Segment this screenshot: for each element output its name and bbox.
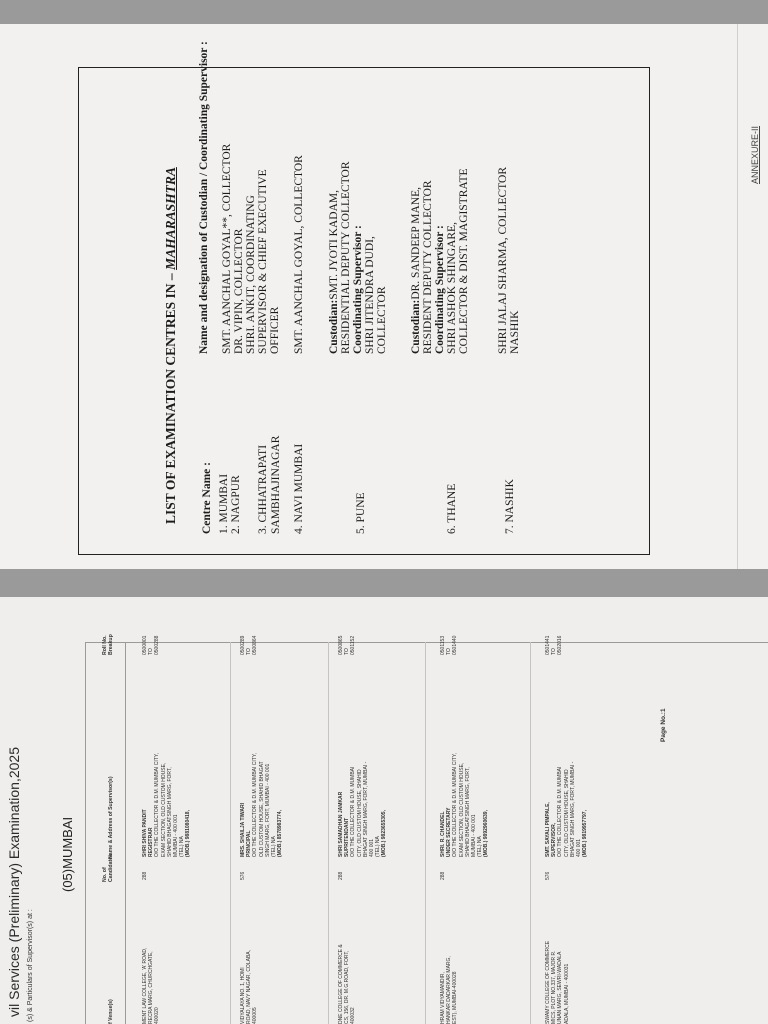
mumbai-officer: SMT. AANCHAL GOYAL**, COLLECTOR: [221, 143, 233, 354]
row-separator: [530, 642, 531, 1024]
row-separator: [230, 642, 231, 1024]
pune-coord-title: COLLECTOR: [376, 286, 388, 354]
centre-navi-mumbai: 4. NAVI MUMBAI: [293, 443, 305, 534]
row-1-supervisor: SHRI SHIVA PANDIT REGISTRAR O/O THE COLLECTOR & D.M. MUMBAI CITY, EXAM SECTION, OLD CUSTOM HOUSE, SHAHID BHAGATSINGH MARG, FORT, MUMBAI - 400 001 (TEL) NA (MOB.) 9881080418,: [142, 753, 192, 857]
city-heading: (05)MUMBAI: [60, 816, 75, 892]
row-5-candidates: 576: [545, 871, 551, 880]
header-candidates: No. of Candidates: [102, 854, 115, 882]
designation-header: Name and designation of Custodian / Coordinating Supervisor :: [198, 41, 210, 354]
centre-nashik: 7. NASHIK: [504, 479, 516, 534]
chhatrapati-officer-1: SHRI. ANKIT, COORDINATING: [245, 195, 257, 354]
chhatrapati-officer-3: OFFICER: [269, 306, 281, 354]
row-3-candidates: 288: [338, 871, 344, 880]
page-title: LIST OF EXAMINATION CENTRES IN – MAHARASHTRA: [163, 167, 178, 524]
nashik-officer-1: SHRI JALAJ SHARMA, COLLECTOR: [497, 166, 509, 354]
centre-nagpur: 2. NAGPUR: [230, 475, 242, 534]
thane-custodian: Custodian:DR. SANDEEP MANE,: [410, 187, 422, 354]
table-rule: [85, 642, 86, 1024]
centre-sambhajinagar: SAMBHAJINAGAR: [270, 435, 282, 534]
nashik-officer-2: NASHIK: [509, 310, 521, 354]
centre-thane: 6. THANE: [446, 483, 458, 534]
row-2-venue: VIDYALAYA NO. 1, HOMI ROAD, NAVY NAGAR, COLABA, 400005: [240, 949, 259, 1024]
chhatrapati-officer-2: SUPERVISOR & CHIEF EXECUTIVE: [257, 169, 269, 354]
venue-list-page: [0, 597, 768, 1024]
row-5-roll: 0501441 TO 0502016: [545, 635, 564, 655]
row-2-candidates: 576: [240, 871, 246, 880]
row-3-supervisor: SHRI SAMADHAN JAMKAR SUPRITENDANT O/O THE COLLECTOR & D.M. MUMBAI CITY, OLD CUSTOM HOUSE, SHAHID BHAGAT SINGH MARG, FORT, MUMBAI - 400 001 (TEL) NA (MOB.) 9823655305,: [338, 761, 388, 857]
row-separator: [425, 642, 426, 1024]
table-rule: [85, 642, 768, 643]
annexure-label: ANNEXURE-II: [750, 125, 760, 184]
annexure-page: [0, 24, 768, 569]
header-venue: f Venue(s): [108, 999, 114, 1024]
header-supervisor: Name & Address of Supervisor(s): [108, 776, 114, 859]
thane-coord-label: Coordinating Supervisor :: [434, 225, 446, 354]
page-number: Page No.:1: [660, 708, 667, 742]
thane-custodian-title: RESIDENT DEPUTY COLLECTOR: [422, 180, 434, 354]
row-1-venue: MENT LAW COLLEGE, 'A' ROAD, RECRA MARG, CHURCHGATE, 400020: [142, 947, 161, 1024]
row-4-supervisor: SHRI. R. CHANDEL UNDER SECRETARY O/O THE COLLECTOR & D.M. MUMBAI CITY, EXAM SECTION, OLD CUSTOM HOUSE, SHAHID BHAGATSINGH MARG, FORT, MUMBAI - 400 001 (TEL) NA (MOB.) 9892960639,: [440, 753, 490, 857]
row-2-roll: 0500289 TO 0500864: [240, 635, 259, 655]
table-rule: [125, 642, 126, 1024]
centre-mumbai: 1. MUMBAI: [218, 473, 230, 534]
row-4-candidates: 288: [440, 871, 446, 880]
row-5-venue: SWAMY COLLEGE OF COMMERCE MICS, PLOT NO.337, MAJOR R. UNAN MARG, SEWRI-WADALA ADALA, MUMBAI - 400031: [545, 940, 570, 1024]
row-separator: [328, 642, 329, 1024]
row-1-candidates: 288: [142, 871, 148, 880]
row-3-roll: 0500865 TO 0501152: [338, 635, 357, 655]
pune-custodian: Custodian:SMT. JYOTI KADAM,: [328, 189, 340, 354]
centre-chhatrapati: 3. CHHATRAPATI: [257, 444, 269, 534]
row-3-venue: DNE COLLEGE OF COMMERCE & CS, 156, DR. M.G.ROAD, FORT, 400032: [338, 944, 357, 1024]
page-edge-mark: [737, 24, 738, 569]
row-4-venue: HRAM VIDYAMANDIR, HANKAR DADARKAR MARG, EST), MUMBAI-400028: [440, 956, 459, 1024]
row-2-supervisor: MRS. SHAILJA TIWARI PRINCIPAL O/O THE COLLECTOR & D.M. MUMBAI CITY, OLD CUSTOM HOUSE, SHAHID BHAGAT SINGH MARG, FORT, MUMBAI - 400 001 (TEL) NA (MOB.) 8578983774,: [240, 753, 284, 857]
pune-coord-name: SHRI JITENDRA DUDI,: [364, 236, 376, 354]
state-name: MAHARASHTRA: [163, 167, 178, 270]
document-subtitle: (s) & Particulars of Supervisor(s) at :: [27, 909, 34, 1022]
thane-coord-title: COLLECTOR & DIST. MAGISTRATE: [458, 168, 470, 354]
row-5-supervisor: SMT. SAYALI PIMPALE, SUPERVISOR, O/O THE COLLECTOR & D.M. MUMBAI CITY, OLD CUSTOM HOUSE, SHAHID BHAGAT SINGH MARG, FORT, MUMBAI - 400 001 (MOB.) 9819957797,: [545, 761, 589, 857]
nagpur-officer: DR. VIPIN, COLLECTOR: [233, 228, 245, 354]
thane-coord-name: SHRI ASHOK SHINGARE,: [446, 222, 458, 354]
navi-mumbai-officer: SMT. AANCHAL GOYAL, COLLECTOR: [293, 155, 305, 354]
header-roll: Roll No. Breakup: [102, 634, 115, 655]
document-title: vil Services (Preliminary) Examination,2025: [6, 747, 22, 1017]
pune-custodian-title: RESIDENTIAL DEPUTY COLLECTOR: [340, 161, 352, 354]
pune-coord-label: Coordinating Supervisor :: [352, 225, 364, 354]
centre-name-header: Centre Name :: [201, 462, 213, 534]
row-4-roll: 0501153 TO 0501440: [440, 635, 459, 655]
row-1-roll: 0500001 TO 0500288: [142, 635, 161, 655]
centre-pune: 5. PUNE: [355, 492, 367, 534]
